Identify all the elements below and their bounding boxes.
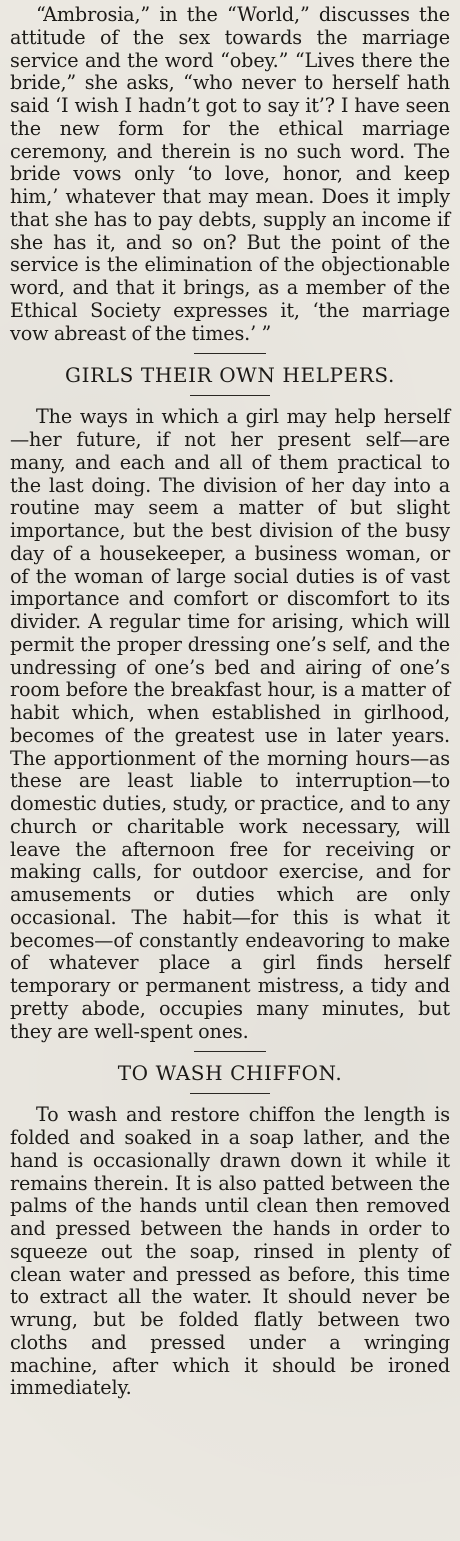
section-divider xyxy=(190,1093,270,1094)
section-heading-chiffon: TO WASH CHIFFON. xyxy=(117,1061,343,1086)
article-intro-paragraph: “Ambrosia,” in the “World,” discusses the attitude of the sex towards the marriage service and the word “obey.” “Lives there the bride,” she asks, “who never to herself hath said ‘I wish I hadn’t got to say it’? I have seen the new form for the ethical marriage ceremony, and therein is no such word. The bride vows only ‘to love, honor, and keep him,’ whatever that may mean. Does it imply that she has to pay debts, supply an income if she has it, and so on? But the point of the service is the elimination of the objectionable word, and that it brings, as a member of the Ethical Society expresses it, ‘the marriage vow abreast of the times.’ ” xyxy=(10,3,450,345)
section-divider xyxy=(194,1051,266,1052)
section-heading-girls: GIRLS THEIR OWN HELPERS. xyxy=(65,363,395,388)
girls-body-paragraph: The ways in which a girl may help herself—her future, if not her present self—are many, and each and all of them practical to the last doing. The division of her day into a routine may seem a matter of but slight importance, but the best division of the busy day of a housekeeper, a business woman, or of the woman of large social duties is of vast importance and comfort or discomfort to its divider. A regular time for arising, which will permit the proper dressing one’s self, and the undressing of one’s bed and airing of one’s room before the breakfast hour, is a matter of habit which, when established in girlhood, becomes of the greatest use in later years. The apportionment of the morning hours—as these are least liable to interruption—to domestic duties, study, or practice, and to any church or charitable work necessary, will leave the afternoon free for receiving or making calls, for outdoor exercise, and for amusements or duties which are only occasional. The habit—for this is what it becomes—of constantly endeavoring to make of whatever place a girl finds herself temporary or permanent mistress, a tidy and pretty abode, occupies many minutes, but they are well-spent ones. xyxy=(10,405,450,1043)
section-divider xyxy=(194,353,266,354)
chiffon-body-paragraph: To wash and restore chiffon the length is folded and soaked in a soap lather, and the hand is occasionally drawn down it while it remains therein. It is also patted between the palms of the hands until clean then removed and pressed between the hands in order to squeeze out the soap, rinsed in plenty of clean water and pressed as before, this time to extract all the water. It should never be wrung, but be folded flatly between two cloths and pressed under a wringing machine, after which it should be ironed immediately. xyxy=(10,1103,450,1400)
section-divider xyxy=(190,395,270,396)
